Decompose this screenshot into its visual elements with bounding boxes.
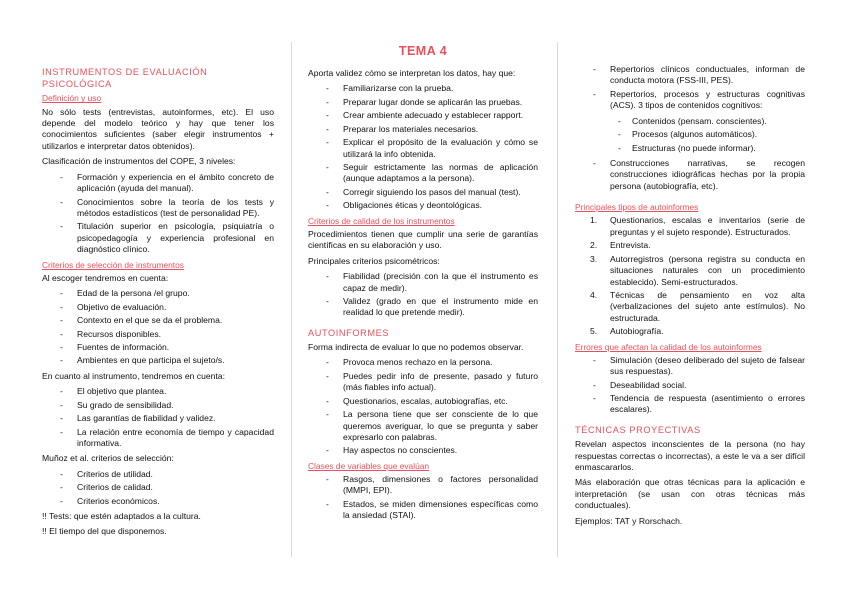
list-item: - Explicar el propósito de la evaluación y cómo se utilizará la info obtenida. bbox=[308, 137, 538, 160]
subheading-definicion: Definición y uso bbox=[42, 93, 102, 104]
list-item: - Conocimientos sobre la teoría de los tests y métodos estadísticos (test de personalidad PE). bbox=[42, 197, 274, 220]
section-title-instrumentos: INSTRUMENTOS DE EVALUACIÓN PSICOLÓGICA bbox=[42, 67, 208, 90]
paragraph: No sólo tests (entrevistas, autoinformes, etc). El uso depende del modelo teórico y hay que tener los conocimientos suficientes (saber elegir instrumentos + utilizarlos e interpretar datos obtenidos). bbox=[42, 106, 274, 151]
column-3 bbox=[575, 40, 805, 531]
column-divider-right bbox=[557, 42, 558, 557]
list-validez bbox=[308, 83, 538, 211]
list-item: - Puedes pedir info de presente, pasado y futuro (más fiables info actual). bbox=[308, 371, 538, 394]
list-item: - Titulación superior en psicología, psiquiatría o psicopedagogía y experiencia profesional en diagnóstico clínico. bbox=[42, 221, 274, 255]
list-item: - Fiabilidad (precisión con la que el instrumento es capaz de medir). bbox=[308, 271, 538, 294]
list-repertorios bbox=[575, 64, 805, 112]
subheading-calidad: Criterios de calidad de los instrumentos bbox=[308, 215, 455, 226]
list-item: - Contexto en el que se da el problema. bbox=[42, 315, 274, 326]
column-divider-left bbox=[291, 42, 292, 557]
list-munoz bbox=[42, 469, 274, 507]
column-2 bbox=[308, 40, 538, 526]
list-item: - Edad de la persona /el grupo. bbox=[42, 288, 274, 299]
list-construcciones bbox=[575, 158, 805, 192]
list-errores bbox=[575, 355, 805, 416]
list-item: - Crear ambiente adecuado y establecer rapport. bbox=[308, 110, 538, 121]
list-cope bbox=[42, 172, 274, 256]
list-item: - La persona tiene que ser consciente de lo que queremos averiguar, lo que se pregunta y saber expresarlo con palabras. bbox=[308, 409, 538, 443]
list-item: - Deseabilidad social. bbox=[575, 380, 805, 391]
paragraph: Al escoger tendremos en cuenta: bbox=[42, 272, 169, 283]
list-item: - Obligaciones éticas y deontológicas. bbox=[308, 200, 538, 211]
page-title: TEMA 4 bbox=[398, 44, 448, 58]
list-item: - Validez (grado en que el instrumento mide en realidad lo que pretende medir). bbox=[308, 296, 538, 319]
list-item: - Contenidos (pensam. conscientes). bbox=[610, 116, 805, 127]
subheading-clases: Clases de variables que evalúan bbox=[308, 460, 430, 471]
column-1 bbox=[42, 40, 274, 542]
list-tipos bbox=[575, 215, 805, 337]
paragraph: Aporta validez cómo se interpretan los datos, hay que: bbox=[308, 68, 516, 78]
subheading-criterios: Criterios de selección de instrumentos bbox=[42, 259, 184, 270]
list-item: - Questionarios, escalas, autobiografías, etc. bbox=[308, 396, 538, 407]
note: !! Tests: que estén adaptados a la cultura. bbox=[42, 511, 201, 522]
list-item: - Familiarizarse con la prueba. bbox=[308, 83, 538, 94]
paragraph: Procedimientos tienen que cumplir una serie de garantías científicas en su elaboración y uso. bbox=[308, 228, 538, 251]
list-autoinformes bbox=[308, 357, 538, 456]
paragraph: Forma indirecta de evaluar lo que no podemos observar. bbox=[308, 342, 524, 352]
list-item: - Fuentes de información. bbox=[42, 342, 274, 353]
list-item: - Su grado de sensibilidad. bbox=[42, 400, 274, 411]
list-item: - Preparar lugar donde se aplicarán las pruebas. bbox=[308, 97, 538, 108]
paragraph: En cuanto al instrumento, tendremos en cuenta: bbox=[42, 370, 225, 381]
list-item: 5. Autobiografía. bbox=[590, 326, 664, 337]
list-instrumento bbox=[42, 386, 274, 449]
list-item: - La relación entre economía de tiempo y capacidad informativa. bbox=[42, 427, 274, 450]
list-item: - Las garantías de fiabilidad y validez. bbox=[42, 413, 274, 424]
list-psicometricos bbox=[308, 271, 538, 319]
list-item: - Criterios de utilidad. bbox=[42, 469, 274, 480]
list-item: - Hay aspectos no conscientes. bbox=[308, 445, 538, 456]
paragraph: Revelan aspectos inconscientes de la persona (no hay respuestas correctas o incorrectas), a este le va a ser difícil enmascararlos. bbox=[575, 439, 805, 472]
subheading-tipos: Principales tipos de autoinformes bbox=[575, 202, 699, 213]
list-item: - Provoca menos rechazo en la persona. bbox=[308, 357, 538, 368]
note: !! El tiempo del que disponemos. bbox=[42, 526, 167, 537]
subheading-errores: Errores que afectan la calidad de los autoinformes bbox=[575, 341, 762, 352]
list-item: 2. Entrevista. bbox=[590, 240, 651, 251]
list-item: - Estructuras (no puede informar). bbox=[610, 143, 805, 154]
list-item: - El objetivo que plantea. bbox=[42, 386, 274, 397]
list-item: - Rasgos, dimensiones o factores personalidad (MMPI, EPI). bbox=[308, 474, 538, 497]
paragraph: Principales criterios psicométricos: bbox=[308, 255, 440, 266]
list-item: 3. Autorregistros (persona registra su conducta en situaciones naturales con un procedimiento establecido). Semi-estructurados. bbox=[590, 253, 805, 287]
list-item: - Tendencia de respuesta (asentimiento o errores escalares). bbox=[575, 393, 805, 416]
list-item: - Estados, se miden dimensiones específicas como la ansiedad (STAI). bbox=[308, 499, 538, 522]
list-item: - Repertorios, procesos y estructuras cognitivas (ACS). 3 tipos de contenidos cognitivos: bbox=[575, 89, 805, 112]
list-item: - Preparar los materiales necesarios. bbox=[308, 124, 538, 135]
list-item: - Ambientes en que participa el sujeto/s. bbox=[42, 355, 274, 366]
paragraph: Ejemplos: TAT y Rorschach. bbox=[575, 515, 683, 526]
list-criterios bbox=[42, 288, 274, 367]
paragraph: Muñoz et al. criterios de selección: bbox=[42, 453, 174, 464]
paragraph: Clasificación de instrumentos del COPE, 3 niveles: bbox=[42, 156, 236, 167]
list-item: - Criterios económicos. bbox=[42, 496, 274, 507]
list-item: 1. Questionarios, escalas e inventarios (serie de preguntas y el sujeto responde). Estructurados. bbox=[590, 215, 805, 237]
list-item: - Corregir siguiendo los pasos del manual (test). bbox=[308, 187, 538, 198]
list-item: - Construcciones narrativas, se recogen construcciones idiográficas hechas por la propia persona (autobiografía, etc). bbox=[575, 158, 805, 192]
list-item: - Recursos disponibles. bbox=[42, 329, 274, 340]
paragraph: Más elaboración que otras técnicas para la aplicación e interpretación (se usan con otras técnicas más conductuales). bbox=[575, 477, 805, 511]
list-item: - Criterios de calidad. bbox=[42, 482, 274, 493]
list-cognitivos bbox=[575, 116, 805, 154]
section-title-autoinformes: AUTOINFORMES bbox=[308, 327, 390, 338]
list-item: - Formación y experiencia en el ámbito concreto de aplicación (ayuda del manual). bbox=[42, 172, 274, 195]
section-title-proyectivas: TÉCNICAS PROYECTIVAS bbox=[575, 424, 701, 435]
list-item: 4. Técnicas de pensamiento en voz alta (verbalizaciones del sujeto ante estímulos). No estructurada. bbox=[590, 289, 805, 323]
list-item: - Procesos (algunos automáticos). bbox=[610, 129, 805, 140]
list-item: - Simulación (deseo deliberado del sujeto de falsear sus respuestas). bbox=[575, 355, 805, 378]
list-clases bbox=[308, 474, 538, 522]
list-item: - Repertorios clínicos conductuales, informan de conducta motora (FSS-III, PES). bbox=[575, 64, 805, 87]
list-item: - Seguir estrictamente las normas de aplicación (aunque adaptamos a la persona). bbox=[308, 162, 538, 185]
list-item: - Objetivo de evaluación. bbox=[42, 302, 274, 313]
